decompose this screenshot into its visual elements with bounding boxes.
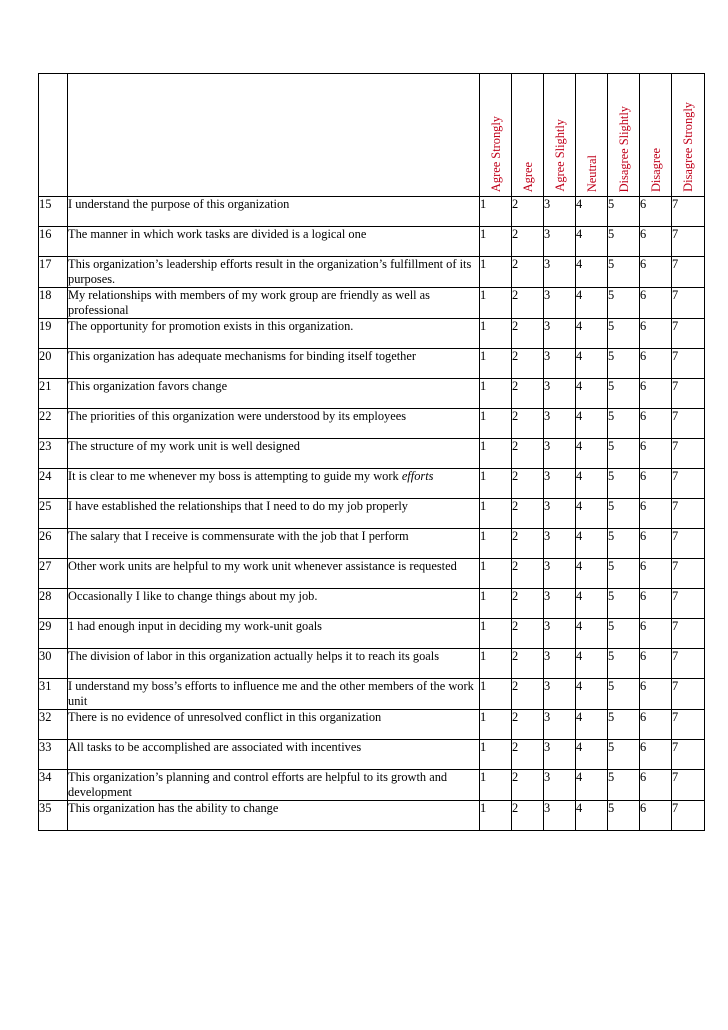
scale-option[interactable]: 2 — [512, 379, 544, 409]
scale-header-label: Disagree Strongly — [681, 102, 695, 192]
scale-header — [640, 74, 672, 197]
scale-option[interactable]: 6 — [640, 619, 672, 649]
item-number: 18 — [39, 288, 68, 319]
table-row — [39, 379, 705, 409]
survey-body — [39, 197, 705, 831]
scale-option[interactable]: 2 — [512, 801, 544, 831]
scale-option[interactable]: 7 — [672, 257, 705, 288]
table-row — [39, 439, 705, 469]
item-statement-text: The division of labor in this organization actually helps it to reach its goals — [68, 649, 440, 663]
scale-option[interactable]: 3 — [544, 409, 576, 439]
item-statement — [68, 679, 480, 710]
scale-option[interactable]: 5 — [608, 349, 640, 379]
scale-option[interactable]: 1 — [480, 349, 512, 379]
table-row — [39, 469, 705, 499]
scale-option[interactable]: 4 — [576, 379, 608, 409]
item-number: 31 — [39, 679, 68, 710]
table-row — [39, 770, 705, 801]
item-number: 23 — [39, 439, 68, 469]
table-row — [39, 740, 705, 770]
table-row — [39, 619, 705, 649]
scale-option[interactable]: 6 — [640, 379, 672, 409]
scale-option[interactable]: 4 — [576, 349, 608, 379]
scale-option[interactable]: 5 — [608, 257, 640, 288]
scale-option[interactable]: 1 — [480, 619, 512, 649]
table-row — [39, 710, 705, 740]
table-row — [39, 559, 705, 589]
scale-option[interactable]: 1 — [480, 197, 512, 227]
item-statement — [68, 801, 480, 831]
scale-option[interactable]: 3 — [544, 589, 576, 619]
scale-option[interactable]: 6 — [640, 227, 672, 257]
scale-header-label: Neutral — [584, 154, 599, 192]
table-row — [39, 801, 705, 831]
scale-option[interactable]: 5 — [608, 740, 640, 770]
scale-header-label: Disagree Slightly — [616, 105, 631, 192]
table-row — [39, 499, 705, 529]
table-row — [39, 679, 705, 710]
scale-option[interactable]: 7 — [672, 499, 705, 529]
item-statement-text: The opportunity for promotion exists in this organization. — [68, 319, 354, 333]
item-number: 15 — [39, 197, 68, 227]
scale-option[interactable]: 5 — [608, 770, 640, 801]
item-number: 16 — [39, 227, 68, 257]
scale-option[interactable]: 3 — [544, 439, 576, 469]
scale-option[interactable]: 3 — [544, 319, 576, 349]
scale-option[interactable]: 3 — [544, 710, 576, 740]
scale-option[interactable]: 1 — [480, 288, 512, 319]
table-row — [39, 319, 705, 349]
scale-option[interactable]: 4 — [576, 197, 608, 227]
item-number: 34 — [39, 770, 68, 801]
scale-option[interactable]: 2 — [512, 710, 544, 740]
item-number: 19 — [39, 319, 68, 349]
item-number: 28 — [39, 589, 68, 619]
item-statement-text: The priorities of this organization were understood by its employees — [68, 409, 407, 423]
item-statement — [68, 710, 480, 740]
scale-option[interactable]: 4 — [576, 499, 608, 529]
scale-option[interactable]: 6 — [640, 559, 672, 589]
scale-option[interactable]: 6 — [640, 409, 672, 439]
scale-option[interactable]: 4 — [576, 589, 608, 619]
scale-option[interactable]: 3 — [544, 349, 576, 379]
item-number: 30 — [39, 649, 68, 679]
scale-option[interactable]: 2 — [512, 439, 544, 469]
scale-option[interactable]: 6 — [640, 319, 672, 349]
item-statement-text: This organization’s leadership efforts result in the organization’s fulfillment of its purposes. — [68, 257, 472, 286]
item-statement — [68, 439, 480, 469]
scale-header — [480, 74, 512, 197]
scale-option[interactable]: 6 — [640, 710, 672, 740]
scale-option[interactable]: 3 — [544, 257, 576, 288]
scale-option[interactable]: 2 — [512, 469, 544, 499]
scale-option[interactable]: 4 — [576, 801, 608, 831]
scale-option[interactable]: 1 — [480, 770, 512, 801]
scale-option[interactable]: 6 — [640, 288, 672, 319]
scale-option[interactable]: 6 — [640, 770, 672, 801]
table-row — [39, 529, 705, 559]
scale-option[interactable]: 5 — [608, 559, 640, 589]
item-statement-text: My relationships with members of my work group are friendly as well as professional — [68, 288, 431, 317]
scale-option[interactable]: 3 — [544, 740, 576, 770]
scale-option[interactable]: 2 — [512, 499, 544, 529]
scale-option[interactable]: 6 — [640, 801, 672, 831]
scale-option[interactable]: 4 — [576, 227, 608, 257]
scale-option[interactable]: 4 — [576, 409, 608, 439]
item-statement-text: The salary that I receive is commensurate with the job that I perform — [68, 529, 409, 543]
scale-option[interactable]: 2 — [512, 257, 544, 288]
table-row — [39, 649, 705, 679]
scale-option[interactable]: 3 — [544, 469, 576, 499]
item-statement-text: This organization has adequate mechanisms for binding itself together — [68, 349, 416, 363]
item-statement-text: I have established the relationships that I need to do my job properly — [68, 499, 408, 513]
item-number: 26 — [39, 529, 68, 559]
scale-option[interactable]: 6 — [640, 649, 672, 679]
scale-option[interactable]: 4 — [576, 257, 608, 288]
scale-option[interactable]: 7 — [672, 319, 705, 349]
table-row — [39, 589, 705, 619]
scale-option[interactable]: 1 — [480, 379, 512, 409]
scale-option[interactable]: 1 — [480, 227, 512, 257]
scale-option[interactable]: 7 — [672, 349, 705, 379]
scale-option[interactable]: 7 — [672, 379, 705, 409]
scale-option[interactable]: 6 — [640, 499, 672, 529]
scale-option[interactable]: 2 — [512, 288, 544, 319]
table-row — [39, 227, 705, 257]
scale-option[interactable]: 4 — [576, 469, 608, 499]
scale-option[interactable]: 2 — [512, 409, 544, 439]
scale-option[interactable]: 3 — [544, 649, 576, 679]
scale-option[interactable]: 4 — [576, 770, 608, 801]
item-statement-text: 1 had enough input in deciding my work-unit goals — [68, 619, 322, 633]
scale-option[interactable]: 3 — [544, 619, 576, 649]
item-statement-text: I understand my boss’s efforts to influence me and the other members of the work unit — [68, 679, 474, 708]
scale-option[interactable]: 5 — [608, 589, 640, 619]
scale-option[interactable]: 3 — [544, 559, 576, 589]
scale-option[interactable]: 3 — [544, 197, 576, 227]
survey-table — [38, 73, 705, 831]
scale-header — [512, 74, 544, 197]
scale-option[interactable]: 5 — [608, 499, 640, 529]
scale-option[interactable]: 6 — [640, 740, 672, 770]
scale-header-row — [39, 74, 705, 197]
scale-option[interactable]: 1 — [480, 649, 512, 679]
scale-option[interactable]: 7 — [672, 409, 705, 439]
item-statement — [68, 649, 480, 679]
scale-option[interactable]: 4 — [576, 319, 608, 349]
scale-option[interactable]: 5 — [608, 227, 640, 257]
item-statement-text: Other work units are helpful to my work unit whenever assistance is requested — [68, 559, 457, 573]
item-statement — [68, 740, 480, 770]
scale-option[interactable]: 6 — [640, 349, 672, 379]
scale-option[interactable]: 3 — [544, 499, 576, 529]
item-statement — [68, 409, 480, 439]
item-number: 22 — [39, 409, 68, 439]
scale-option[interactable]: 2 — [512, 197, 544, 227]
item-statement — [68, 319, 480, 349]
item-statement-text: This organization has the ability to change — [68, 801, 279, 815]
scale-header — [608, 74, 640, 197]
scale-option[interactable]: 5 — [608, 619, 640, 649]
item-number: 35 — [39, 801, 68, 831]
item-statement-text: This organization favors change — [68, 379, 228, 393]
item-number: 25 — [39, 499, 68, 529]
scale-option[interactable]: 5 — [608, 529, 640, 559]
scale-option[interactable]: 7 — [672, 439, 705, 469]
scale-option[interactable]: 1 — [480, 589, 512, 619]
scale-option[interactable]: 2 — [512, 649, 544, 679]
item-number: 20 — [39, 349, 68, 379]
table-row — [39, 409, 705, 439]
item-number: 17 — [39, 257, 68, 288]
scale-option[interactable]: 7 — [672, 589, 705, 619]
scale-option[interactable]: 2 — [512, 679, 544, 710]
scale-option[interactable]: 7 — [672, 801, 705, 831]
item-statement — [68, 469, 480, 499]
scale-option[interactable]: 3 — [544, 801, 576, 831]
scale-option[interactable]: 7 — [672, 710, 705, 740]
item-number: 29 — [39, 619, 68, 649]
scale-option[interactable]: 3 — [544, 379, 576, 409]
scale-header — [672, 74, 705, 197]
scale-option[interactable]: 5 — [608, 319, 640, 349]
table-row — [39, 349, 705, 379]
scale-option[interactable]: 1 — [480, 319, 512, 349]
item-number: 27 — [39, 559, 68, 589]
item-statement-text: All tasks to be accomplished are associated with incentives — [68, 740, 362, 754]
scale-option[interactable]: 1 — [480, 801, 512, 831]
scale-option[interactable]: 5 — [608, 679, 640, 710]
scale-header-label: Agree Slightly — [552, 119, 567, 192]
scale-header — [544, 74, 576, 197]
scale-option[interactable]: 2 — [512, 770, 544, 801]
scale-option[interactable]: 3 — [544, 770, 576, 801]
scale-option[interactable]: 5 — [608, 197, 640, 227]
scale-header-label: Disagree — [648, 147, 663, 192]
scale-option[interactable]: 7 — [672, 197, 705, 227]
scale-option[interactable]: 3 — [544, 529, 576, 559]
scale-option[interactable]: 3 — [544, 679, 576, 710]
scale-option[interactable]: 4 — [576, 619, 608, 649]
scale-option[interactable]: 7 — [672, 770, 705, 801]
item-statement — [68, 589, 480, 619]
scale-option[interactable]: 1 — [480, 529, 512, 559]
item-statement-text: This organization’s planning and control efforts are helpful to its growth and development — [68, 770, 448, 799]
scale-option[interactable]: 6 — [640, 197, 672, 227]
item-statement-text: Occasionally I like to change things about my job. — [68, 589, 318, 603]
scale-option[interactable]: 6 — [640, 589, 672, 619]
scale-option[interactable]: 1 — [480, 439, 512, 469]
scale-option[interactable]: 4 — [576, 559, 608, 589]
scale-option[interactable]: 5 — [608, 801, 640, 831]
scale-header-label: Agree Strongly — [488, 115, 503, 192]
item-number: 32 — [39, 710, 68, 740]
item-statement-text: It is clear to me whenever my boss is attempting to guide my work — [68, 469, 399, 483]
scale-option[interactable]: 3 — [544, 227, 576, 257]
scale-option[interactable]: 7 — [672, 227, 705, 257]
scale-header-label: Agree — [520, 161, 535, 192]
scale-option[interactable]: 5 — [608, 710, 640, 740]
item-statement — [68, 499, 480, 529]
scale-header — [576, 74, 608, 197]
scale-option[interactable]: 6 — [640, 679, 672, 710]
scale-option[interactable]: 4 — [576, 710, 608, 740]
scale-option[interactable]: 6 — [640, 469, 672, 499]
header-blank-statement — [68, 74, 480, 197]
table-row — [39, 257, 705, 288]
item-statement — [68, 197, 480, 227]
item-statement — [68, 288, 480, 319]
item-statement-text: There is no evidence of unresolved conflict in this organization — [68, 710, 382, 724]
item-number: 24 — [39, 469, 68, 499]
item-statement — [68, 770, 480, 801]
scale-option[interactable]: 7 — [672, 288, 705, 319]
scale-option[interactable]: 6 — [640, 439, 672, 469]
item-statement — [68, 257, 480, 288]
item-statement — [68, 559, 480, 589]
scale-option[interactable]: 1 — [480, 409, 512, 439]
scale-option[interactable]: 7 — [672, 619, 705, 649]
item-number: 21 — [39, 379, 68, 409]
scale-option[interactable]: 4 — [576, 288, 608, 319]
scale-option[interactable]: 2 — [512, 619, 544, 649]
header-blank-num — [39, 74, 68, 197]
item-statement — [68, 349, 480, 379]
scale-option[interactable]: 5 — [608, 439, 640, 469]
scale-option[interactable]: 7 — [672, 559, 705, 589]
scale-option[interactable]: 7 — [672, 529, 705, 559]
scale-option[interactable]: 5 — [608, 288, 640, 319]
scale-option[interactable]: 7 — [672, 649, 705, 679]
scale-option[interactable]: 5 — [608, 409, 640, 439]
scale-option[interactable]: 4 — [576, 679, 608, 710]
scale-option[interactable]: 1 — [480, 679, 512, 710]
item-statement — [68, 619, 480, 649]
item-statement — [68, 379, 480, 409]
scale-option[interactable]: 4 — [576, 649, 608, 679]
scale-option[interactable]: 2 — [512, 529, 544, 559]
scale-option[interactable]: 5 — [608, 379, 640, 409]
scale-option[interactable]: 1 — [480, 559, 512, 589]
item-statement-text: The structure of my work unit is well designed — [68, 439, 300, 453]
scale-option[interactable]: 5 — [608, 649, 640, 679]
item-statement — [68, 529, 480, 559]
scale-option[interactable]: 1 — [480, 257, 512, 288]
scale-option[interactable]: 5 — [608, 469, 640, 499]
table-row — [39, 197, 705, 227]
item-statement-text: The manner in which work tasks are divided is a logical one — [68, 227, 367, 241]
scale-option[interactable]: 1 — [480, 469, 512, 499]
scale-option[interactable]: 2 — [512, 319, 544, 349]
scale-option[interactable]: 7 — [672, 469, 705, 499]
item-number: 33 — [39, 740, 68, 770]
scale-option[interactable]: 2 — [512, 559, 544, 589]
scale-option[interactable]: 4 — [576, 439, 608, 469]
scale-option[interactable]: 7 — [672, 679, 705, 710]
scale-option[interactable]: 6 — [640, 257, 672, 288]
scale-option[interactable]: 1 — [480, 499, 512, 529]
scale-option[interactable]: 4 — [576, 740, 608, 770]
table-row — [39, 288, 705, 319]
item-statement — [68, 227, 480, 257]
scale-option[interactable]: 2 — [512, 227, 544, 257]
scale-option[interactable]: 7 — [672, 740, 705, 770]
scale-option[interactable]: 3 — [544, 288, 576, 319]
item-statement-italic: efforts — [401, 469, 434, 483]
scale-option[interactable]: 4 — [576, 529, 608, 559]
scale-option[interactable]: 6 — [640, 529, 672, 559]
scale-option[interactable]: 2 — [512, 349, 544, 379]
scale-option[interactable]: 2 — [512, 740, 544, 770]
scale-option[interactable]: 1 — [480, 710, 512, 740]
item-statement-text: I understand the purpose of this organization — [68, 197, 290, 211]
scale-option[interactable]: 2 — [512, 589, 544, 619]
scale-option[interactable]: 1 — [480, 740, 512, 770]
